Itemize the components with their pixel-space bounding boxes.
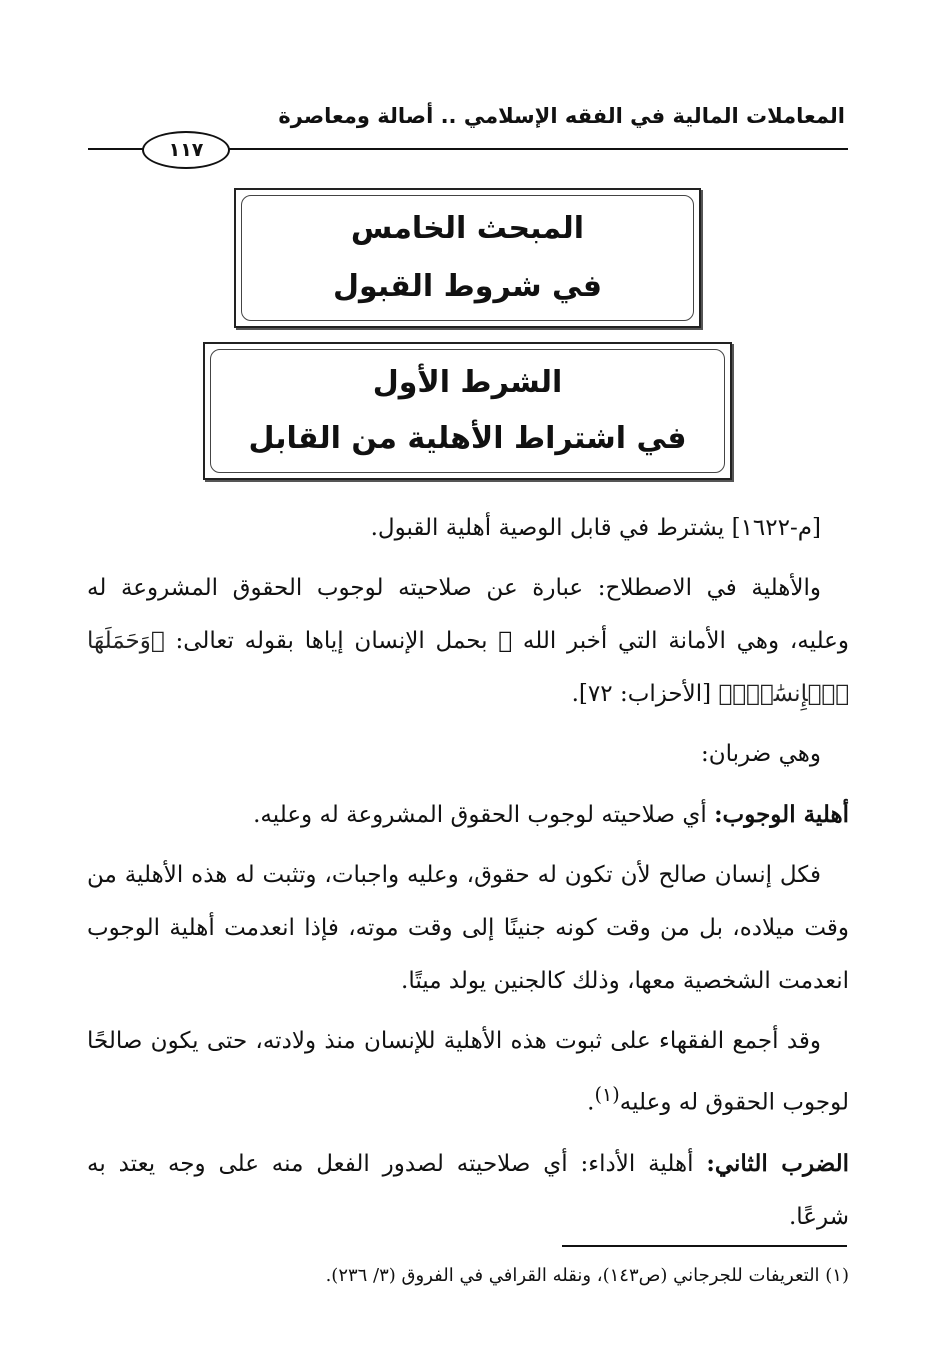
- page-number: ١١٧: [142, 131, 230, 169]
- definition-paragraph: [87, 562, 849, 721]
- ada-definition: أهلية الأداء: أي صلاحيته لصدور الفعل منه على وجه يعتد به شرعًا.: [87, 1150, 849, 1230]
- section-subtitle: في شروط القبول: [332, 269, 603, 304]
- consensus-paragraph: [87, 1015, 849, 1130]
- wujub-explanation: فكل إنسان صالح لأن تكون له حقوق، وعليه واجبات، وتثبت له هذه الأهلية من وقت ميلاده، بل من وقت كونه جنينًا إلى وقت موته، فإذا انعدمت أهلية الوجوب انعدمت الشخصية معها، وذلك كالجنين يولد ميتًا.: [87, 862, 849, 994]
- wujub-definition: أي صلاحيته لوجوب الحقوق المشروعة له وعليه.: [253, 802, 707, 828]
- body-text: [87, 502, 849, 1251]
- condition-title: الشرط الأول: [372, 365, 563, 400]
- verse-reference: [الأحزاب: ٧٢].: [571, 681, 712, 707]
- wujub-paragraph: [87, 788, 849, 842]
- wujub-term: أهلية الوجوب:: [714, 801, 849, 828]
- quran-verse: ﴿وَحَمَلَهَا ٱلۡإِنسَٰنُۖ﴾: [87, 628, 849, 707]
- section-title-box: [234, 188, 701, 328]
- article-paragraph: [م-١٦٢٢] يشترط في قابل الوصية أهلية القبول.: [370, 515, 821, 541]
- ada-paragraph: [87, 1137, 849, 1244]
- definition-text: والأهلية في الاصطلاح: عبارة عن صلاحيته لوجوب الحقوق المشروعة له وعليه، وهي الأمانة التي أخبر الله ﷻ بحمل الإنسان إياها بقوله تعالى:: [87, 575, 850, 654]
- section-title: المبحث الخامس: [350, 211, 585, 246]
- ada-term: الضرب الثاني:: [706, 1149, 849, 1177]
- condition-title-box: [203, 342, 732, 480]
- footnote-marker[interactable]: (١): [594, 1083, 620, 1106]
- section-title-frame: [241, 195, 694, 321]
- condition-title-frame: [210, 349, 725, 473]
- condition-subtitle: في اشتراط الأهلية من القابل: [248, 421, 687, 456]
- consensus-text: وقد أجمع الفقهاء على ثبوت هذه الأهلية للإنسان منذ ولادته، حتى يكون صالحًا لوجوب الحقوق له وعليه: [87, 1028, 849, 1116]
- footnote: (١) التعريفات للجرجاني (ص١٤٣)، ونقله القرافي في الفروق (٣/ ٢٣٦).: [325, 1265, 849, 1286]
- running-header: المعاملات المالية في الفقه الإسلامي .. أصالة ومعاصرة: [278, 104, 845, 128]
- footnote-rule: [562, 1245, 847, 1247]
- consensus-end: .: [587, 1089, 595, 1116]
- types-intro: وهي ضربان:: [701, 741, 821, 767]
